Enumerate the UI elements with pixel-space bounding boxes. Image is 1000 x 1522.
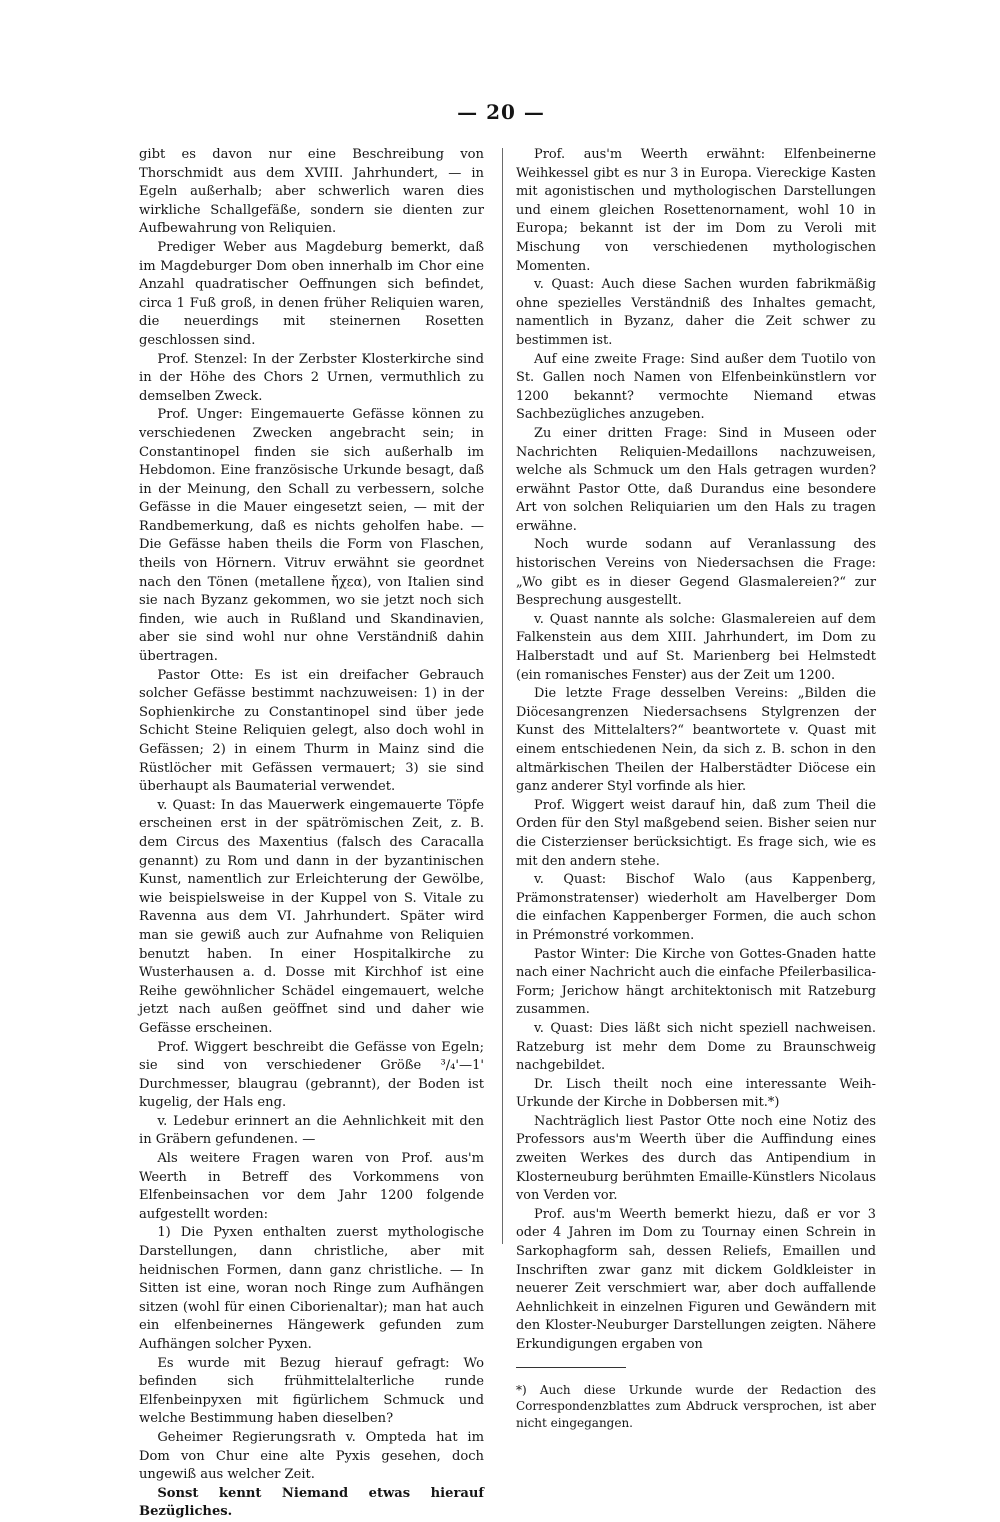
paragraph: Dr. Lisch theilt noch eine interessante Weih-Urkunde der Kirche in Dobbersen mit.*) — [516, 1076, 876, 1111]
right-column-text — [516, 146, 876, 1355]
paragraph: Als weitere Fragen waren von Prof. aus'm Weerth in Betreff des Vorkommens von Elfenbeinsachen vor dem Jahr 1200 folgende aufgestellt worden: — [139, 1151, 484, 1222]
paragraph: v. Quast: Bischof Walo (aus Kappenberg, Prämonstratenser) wiederholt am Havelberger Dom die einfachen Kappenberger Formen, die auch schon in Prémonstré vorkommen. — [516, 872, 876, 943]
paragraph: v. Quast: In das Mauerwerk eingemauerte Töpfe erscheinen erst in der spätrömischen Zeit, z. B. dem Circus des Maxentius (falsch des Caracalla genannt) zu Rom und dann in der byzantinischen Kunst, namentlich zur Erleichterung der Gewölbe, wie beispielsweise in der Kuppel von S. Vitale zu Ravenna aus dem VI. Jahrhundert. Später wird man sie gewiß auch zur Aufnahme von Reliquien benutzt haben. In einer Hospitalkirche zu Wusterhausen a. d. Dosse mit Kirchhof ist eine Reihe gewöhnlicher Schädel eingemauert, welche jetzt nach außen geöffnet sind und daher wie Gefässe erscheinen. — [139, 797, 484, 1036]
paragraph: Pastor Winter: Die Kirche von Gottes-Gnaden hatte nach einer Nachricht auch die einfache Pfeilerbasilica-Form; Jerichow hängt architektonisch mit Ratzeburg zusammen. — [516, 946, 876, 1018]
paragraph: Zu einer dritten Frage: Sind in Museen oder Nachrichten Reliquien-Medaillons nachzuweisen, welche als Schmuck um den Hals getragen wurden? erwähnt Pastor Otte, daß Durandus eine besondere Art von solchen Reliquiarien um den Hals zu tragen erwähne. — [516, 425, 876, 534]
paragraph: v. Ledebur erinnert an die Aehnlichkeit mit den in Gräbern gefundenen. — — [139, 1113, 484, 1148]
paragraph: Prof. Wiggert beschreibt die Gefässe von Egeln; sie sind von verschiedener Größe ³/₄'—1' Durchmesser, blaugrau (gebrannt), der Boden ist kugelig, der Hals eng. — [139, 1039, 484, 1111]
paragraph: 1) Die Pyxen enthalten zuerst mythologische Darstellungen, dann christliche, aber mit heidnischen Formen, dann ganz christliche. — In Sitten ist eine, woran noch Ringe zum Aufhängen sitzen (wohl für einen Ciborienaltar); man hat auch ein elfenbeinernes Hängewerk gefunden zum Aufhängen solcher Pyxen. — [139, 1225, 484, 1352]
column-divider — [502, 148, 503, 1244]
paragraph: Die letzte Frage desselben Vereins: „Bilden die Diöcesangrenzen Niedersachsens Stylgrenzen der Kunst des Mittelalters?“ beantwortete v. Quast mit einem entschiedenen Nein, da sich z. B. schon in den altmärkischen Theilen der Halberstädter Diöcese ein ganz anderer Styl vorfinde als hier. — [516, 686, 876, 795]
paragraph: Auf eine zweite Frage: Sind außer dem Tuotilo von St. Gallen noch Namen von Elfenbeinkünstlern vor 1200 bekannt? vermochte Niemand etwas Sachbezügliches anzugeben. — [516, 351, 876, 423]
paragraph: Es wurde mit Bezug hierauf gefragt: Wo befinden sich frühmittelalterliche runde Elfenbeinpyxen mit figürlichem Schmuck und welche Bestimmung haben dieselben? — [139, 1355, 484, 1427]
paragraph: gibt es davon nur eine Beschreibung von Thorschmidt aus dem XVIII. Jahrhundert, — in Egeln außerhalb; aber schwerlich waren dies wirkliche Schallgefäße, sondern sie dienten zur Aufbewahrung von Reliquien. — [139, 147, 484, 237]
paragraph: Prof. aus'm Weerth erwähnt: Elfenbeinerne Weihkessel gibt es nur 3 in Europa. Viereckige Kasten mit agonistischen und mythologischen Darstellungen und einem gleichen Rosettenornament, wohl 10 in Europa; bekannt ist der im Dom zu Veroli mit Mischung von verschiedenen mythologischen Momenten. — [516, 147, 876, 274]
paragraph: Sonst kennt Niemand etwas hierauf Bezügliches. — [139, 1485, 484, 1520]
paragraph: Nachträglich liest Pastor Otte noch eine Notiz des Professors aus'm Weerth über die Auffindung eines zweiten Werkes des durch das Antipendium in Klosterneuburg berühmten Emaille-Künstlers Nicolaus von Verden vor. — [516, 1113, 876, 1204]
footnote-rule — [516, 1367, 626, 1368]
page-number: — 20 — — [457, 100, 545, 124]
paragraph: Prediger Weber aus Magdeburg bemerkt, daß im Magdeburger Dom oben innerhalb im Chor eine Anzahl quadratischer Oeffnungen sich befindet, circa 1 Fuß groß, in denen früher Reliquien waren, die neuerdings mit steinernen Rosetten geschlossen sind. — [139, 239, 484, 348]
paragraph: v. Quast: Auch diese Sachen wurden fabrikmäßig ohne spezielles Verständniß des Inhaltes gemacht, namentlich in Byzanz, daher die Zeit schwer zu bestimmen ist. — [516, 277, 876, 348]
paragraph: v. Quast: Dies läßt sich nicht speziell nachweisen. Ratzeburg ist mehr dem Dome zu Braunschweig nachgebildet. — [516, 1020, 876, 1074]
paragraph: Prof. aus'm Weerth bemerkt hiezu, daß er vor 3 oder 4 Jahren im Dom zu Tournay einen Schrein in Sarkophagform sah, dessen Reliefs, Emaillen und Inschriften zwar ganz mit dickem Goldkleister in neuerer Zeit verschmiert war, aber doch auffallende Aehnlichkeit in einzelnen Figuren und Gewändern mit den Kloster-Neuburger Darstellungen zeigten. Nähere Erkundigungen ergaben von — [516, 1206, 876, 1352]
paragraph: v. Quast nannte als solche: Glasmalereien auf dem Falkenstein aus dem XIII. Jahrhundert, im Dom zu Halberstadt und auf St. Marienberg bei Helmstedt (ein romanisches Fenster) aus der Zeit um 1200. — [516, 611, 876, 683]
paragraph: Prof. Wiggert weist darauf hin, daß zum Theil die Orden für den Styl maßgebend seien. Bisher seien nur die Cisterzienser berücksichtigt. Es frage sich, wie es mit den andern stehe. — [516, 797, 876, 869]
left-column — [139, 146, 484, 1522]
paragraph: Pastor Otte: Es ist ein dreifacher Gebrauch solcher Gefässe bestimmt nachzuweisen: 1) in der Sophienkirche zu Constantinopel sind über jede Schicht Steine Reliquien gelegt, also doch wohl in Gefässen; 2) in einem Thurm in Mainz sind die Rüstlöcher mit Gefässen vermauert; 3) sie sind überhaupt als Baumaterial verwendet. — [139, 667, 484, 795]
right-column — [516, 146, 876, 1431]
left-column-text — [139, 146, 484, 1522]
paragraph: Geheimer Regierungsrath v. Ompteda hat im Dom von Chur eine alte Pyxis gesehen, doch ungewiß aus welcher Zeit. — [139, 1429, 484, 1483]
paragraph: Prof. Stenzel: In der Zerbster Klosterkirche sind in der Höhe des Chors 2 Urnen, vermuthlich zu demselben Zweck. — [139, 351, 484, 404]
paragraph: Prof. Unger: Eingemauerte Gefässe können zu verschiedenen Zwecken angebracht sein; in Constantinopel finden sie sich außerhalb im Hebdomon. Eine französische Urkunde besagt, daß in der Meinung, den Schall zu verbessern, solche Gefässe in die Mauer eingesetzt seien, — mit der Randbemerkung, daß es nichts geholfen habe. — Die Gefässe haben theils die Form von Flaschen, theils von Hörnern. Vitruv erwähnt sie geordnet nach den Tönen (metallene ἤχεα), von Italien sind sie nach Byzanz gekommen, wo sie jetzt noch sich finden, wie auch in Rußland und Skandinavien, aber sie sind wohl nur ohne Verständniß dahin übertragen. — [139, 407, 484, 665]
paragraph: Noch wurde sodann auf Veranlassung des historischen Vereins von Niedersachsen die Frage: „Wo gibt es in dieser Gegend Glasmalereien?“ zur Besprechung ausgestellt. — [516, 537, 876, 609]
footnote: *) Auch diese Urkunde wurde der Redaction des Correspondenzblattes zum Abdruck versprochen, ist aber nicht eingegangen. — [516, 1382, 876, 1430]
